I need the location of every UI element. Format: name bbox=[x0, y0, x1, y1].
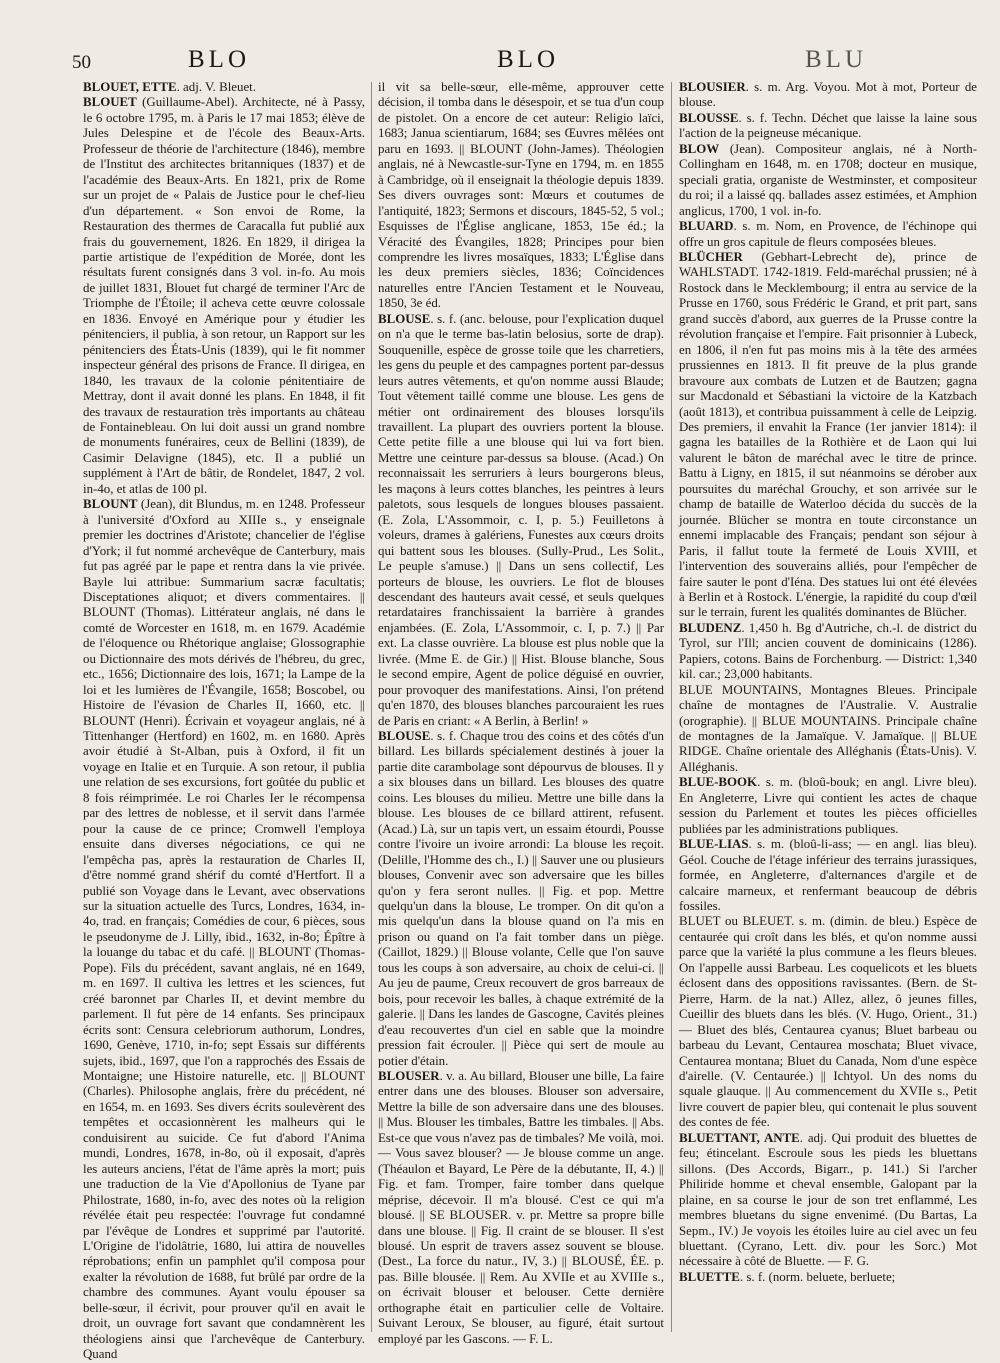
dictionary-entry: BLUE MOUNTAINS, Montagnes Bleues. Principale chaîne de montagnes de l'Australie. V. Australie (orographie). || BLUE MOUNTAINS. Principale chaîne de montagnes de la Jamaïque. V. Jamaïque. || BLUE RIDGE. Chaîne orientale des Alléghanis (États-Unis). V. Alléghanis. bbox=[679, 682, 977, 774]
dictionary-entry: BLOUSSE. s. f. Techn. Déchet que laisse la laine sous l'action de la peigneuse mécanique. bbox=[679, 110, 977, 141]
dictionary-entry: BLUE-LIAS. s. m. (bloû-li-ass; — en angl. lias bleu). Géol. Couche de l'étage inférieur des terrains jurassiques, formée, en Angleterre, d'alternances d'argile et de calcaire marneux, et renfermant beaucoup de débris fossiles. bbox=[679, 837, 977, 914]
column-divider bbox=[371, 82, 372, 1332]
running-headword-left: BLO bbox=[188, 46, 250, 73]
dictionary-entry: BLOUNT (Jean), dit Blundus, m. en 1248. Professeur à l'université d'Oxford au XIIIe s., y enseignale premier les doctrines d'Aristote; chancelier de l'église d'York; il fut nommé archevêque de Canterbury, mais fut pas agréé par le pape et rentra dans la vie privée. Bayle lui attribue: Summarium sacræ facultatis; Disceptationes aliquot; et divers commentaires. || BLOUNT (Thomas). Littérateur anglais, né dans le comté de Worcester en 1618, m. en 1679. Académie de l'éloquence ou Rhétorique anglaise; Glossographie ou Dictionnaire des mots dérivés de l'hébreu, du grec, etc., 1656; Dictionnaire des lois, 1671; la Lampe de la loi et les lumières de l'Évangile, 1658; Boscobel, ou Histoire de l'évasion de Charles II, 1660, etc. || BLOUNT (Henri). Écrivain et voyageur anglais, né à Tittenhanger (Hertford) en 1602, m. en 1680. Après avoir étudié à St-Alban, puis à Oxford, il fit un voyage en Italie et en Turquie. A son retour, il publia une relation de ses excursions, fort goûtée du public et 8 fois réimprimée. Le roi Charles Ier le récompensa par des lettres de noblesse, et il servit dans l'armée pour la cause de ce prince; Cromwell l'employa ensuite dans diverses négociations, ce qui ne l'empêcha pas, après la restauration de Charles II, d'être nommé grand shérif du comté d'Hertfort. Il a publié son Voyage dans le Levant, avec observations sur la situation actuelle des Turcs, Londres, 1634, in-4o, trad. en français; Comédies de cour, 6 pièces, sous le pseudonyme de J. Lilly, ibid., 1632, in-8o; Épître à la louange du tabac et du café. || BLOUNT (Thomas-Pope). Fils du précédent, savant anglais, né en 1649, m. en 1697. Il cultiva les lettres et les sciences, fut créé baronnet par Charles II, et devint membre du parlement. Il fut père de 14 enfants. Ses principaux écrits sont: Censura celebriorum authorum, Londres, 1690, Genève, 1710, in-fo; sept Essais sur différents sujets, ibid., 1697, que l'on a rapprochés des Essais de Montaigne; une Histoire naturelle, etc. || BLOUNT (Charles). Philosophe anglais, frère du précédent, né en 1654, m. en 1693. Ses divers écrits soulevèrent des tempêtes et occasionnèrent les malheurs qui le conduisirent au suicide. Ce fut d'abord l'Anima mundi, Londres, 1678, in-8o, où il exposait, d'après les auteurs anciens, l'état de l'âme après la mort; puis une traduction de la Vie d'Apollonius de Tyane par Philostrate, 1680, in-fo, avec des notes où la religion révélée était peu respectée: l'ouvrage fut condamné par l'évêque de Londres et supprimé par l'autorité. L'Origine de l'idolâtrie, 1680, lui attira de nouvelles réprobations; enfin un pamphlet qu'il composa pour exalter la révolution de 1688, fut brûlé par ordre de la chambre des communes. Ayant voulu épouser sa belle-sœur, il écrivit, pour prouver qu'il en avait le droit, un ouvrage fort savant que condamnèrent les théologiens ainsi que l'archevêque de Canterbury. Quand bbox=[83, 497, 365, 1362]
dictionary-entry: BLUE-BOOK. s. m. (bloû-bouk; en angl. Livre bleu). En Angleterre, Livre qui contient les actes de chaque session du Parlement et toutes les pièces officielles publiées par les administrations publiques. bbox=[679, 775, 977, 836]
dictionary-entry: BLOUET, ETTE. adj. V. Bleuet. bbox=[83, 80, 256, 94]
dictionary-entry: BLOUET (Guillaume-Abel). Architecte, né à Passy, le 6 octobre 1795, m. à Paris le 17 mai 1853; élève de Jules Delespine et de l'école des Beaux-Arts. Professeur de théorie de l'architecture (1846), membre de l'Institut des architectes britanniques (1837) et de l'académie des Beaux-Arts. En 1821, prix de Rome sur un projet de « Palais de Justice pour le chef-lieu d'un département. « Son envoi de Rome, la Restauration des thermes de Caracalla fut publié aux frais du gouvernement, 1826. En 1829, il dirigea la partie artistique de l'expédition de Morée, dont les résultats furent consignés dans 3 vol. in-fo. Au mois de juillet 1831, Blouet fut chargé de terminer l'Arc de Triomphe de l'Étoile; il acheva cette œuvre colossale en 1836. Envoyé en Amérique pour y étudier les pénitenciers, il publia, à son retour, un Rapport sur les pénitenciers des États-Unis (1839), qui le fit nommer inspecteur général des prisons de France. Il dirigea, en 1840, les travaux de la colonie pénitentiaire de Mettray, dont il avait donné les plans. En 1848, il fit des travaux de restauration très importants au château de Fontainebleau. On lui doit aussi un grand nombre de monuments funéraires, ceux de Bellini (1839), de Casimir Delavigne (1845), etc. Il a publié un supplément à l'Art de bâtir, de Rondelet, 1847, 2 vol. in-4o, et atlas de 100 pl. bbox=[83, 95, 365, 496]
dictionary-entry: BLUETTE. s. f. (norm. beluete, berluete; bbox=[679, 1269, 896, 1284]
running-headword-right: BLU bbox=[805, 46, 867, 73]
page-header bbox=[70, 42, 980, 82]
dictionary-entry: BLUARD. s. m. Nom, en Provence, de l'échinope qui offre un gros capitule de fleurs composées bleues. bbox=[679, 219, 977, 249]
dictionary-entry: BLOUSER. v. a. Au billard, Blouser une bille, La faire entrer dans une des blouses. Blouser son adversaire, Mettre la bille de son adversaire dans une des blouses. || Mus. Blouser les timbales, Battre les timbales. || Abs. Est-ce que vous n'avez pas de timbales? Me voilà, moi. — Vous savez blouser? — Je blouse comme un ange. (Théaulon et Bayard, Le Père de la débutante, II, 4.) || Fig. et fam. Tromper, faire tomber dans quelque méprise, décevoir. Il m'a blousé. C'est ce qui m'a blousé. || SE BLOUSER. v. pr. Mettre sa propre bille dans une blouse. || Fig. Il craint de se blouser. Il s'est blousé. Un esprit de travers assez souvent se blouse. (Dest., La force du natur., IV, 3.) || BLOUSÉ, ÉE. p. pas. Bille blousée. || Rem. Au XVIIe et au XVIIIe s., on écrivait blouser et belouser. Cette dernière orthographe était en particulier celle de Voltaire. Suivant Leroux, Se blouser, au figuré, était surtout employé par les Gascons. — F. L. bbox=[378, 1069, 664, 1346]
dictionary-entry: il vit sa belle-sœur, elle-même, approuver cette décision, il tomba dans le désespoir, et se tua d'un coup de pistolet. On a encore de cet auteur: Religio laïci, 1683; Janua scientiarum, 1684; ses Œuvres mêlées ont paru en 1693. || BLOUNT (John-James). Théologien anglais, né à Newcastle-sur-Tyne en 1794, m. en 1855 à Cambridge, où il enseignait la théologie depuis 1839. Ses divers ouvrages sont: Mœurs et coutumes de l'antiquité, 1823; Sermons et discours, 1845-52, 5 vol.; Esquisses de l'Église anglicane, 1853, 15e éd.; la Véracité des Évangiles, 1828; Principes pour bien comprendre les livres mosaïques, 1833; L'Église dans les deux premiers siècles, 1836; Coïncidences naturelles entre l'Ancien Testament et le Nouveau, 1850, 3e éd. bbox=[378, 80, 664, 311]
dictionary-entry: BLUDENZ. 1,450 h. Bg d'Autriche, ch.-l. de district du Tyrol, sur l'Ill; ancien couvent de dominicains (1286). Papiers, cotons. Bains de Forchenburg. — District: 1,340 kil. car.; 23,000 habitants. bbox=[679, 620, 977, 682]
text-column-3 bbox=[679, 80, 977, 1342]
dictionary-entry: BLOUSIER. s. m. Arg. Voyou. Mot à mot, Porteur de blouse. bbox=[679, 80, 977, 110]
text-column-1 bbox=[83, 80, 365, 1362]
dictionary-entry: BLOW (Jean). Compositeur anglais, né à North-Collingham en 1648, m. en 1708; docteur en musique, speciali gratia, organiste de Westminster, et compositeur du roi; il a laissé qq. ballades assez estimées, et Amphion anglicus, 1700, 1 vol. in-fo. bbox=[679, 141, 977, 218]
dictionary-entry: BLÜCHER (Gebhart-Lebrecht de), prince de WAHLSTADT. 1742-1819. Feld-maréchal prussien; né à Rostock dans le Mecklembourg; il entra au service de la Prusse en 1760, sous Frédéric le Grand, et prit part, sans grand succès d'abord, aux guerres de la Prusse contre la révolution française et l'empire. Fait prisonnier à Lubeck, en 1806, il n'en fut pas moins mis à la tête des armées prussiennes en 1813. Il fit preuve de la plus grande bravoure aux combats de Lutzen et de Bautzen; gagna sur Macdonald et Sébastiani la victoire de la Katzbach (août 1813), et contribua puissamment à celle de Leipzig. Des premiers, il envahit la France (1er janvier 1814): il gagna les batailles de la Rothière et de Laon qui lui valurent le bâton de maréchal avec le titre de prince. Battu à Ligny, en 1815, il sut néanmoins se dérober aux poursuites du maréchal Grouchy, et son arrivée sur le champ de bataille de Waterloo décida du succès de la journée. Blücher se montra en toute circonstance un ennemi implacable des Français; pendant son séjour à Paris, il fallut toute la fermeté de Louis XVIII, et l'intervention des souverains alliés, pour l'empêcher de faire sauter le pont d'Iéna. Des statues lui ont été élevées à Berlin et à Rostock. L'énergie, la rapidité du coup d'œil sur le terrain, furent les qualités dominantes de Blücher. bbox=[679, 249, 977, 620]
running-headword-center: BLO bbox=[497, 46, 559, 73]
page-number: 50 bbox=[72, 52, 91, 73]
dictionary-entry: BLOUSE. s. f. Chaque trou des coins et des côtés d'un billard. Les billards spécialement destinés à jouer la partie dite carambolage sont dépourvus de blouses. Il y a six blouses dans un billard. Les blouses des quatre coins. Les blouses du milieu. Mettre une bille dans la blouse. Les blouses de ce billard attirent, refusent. (Acad.) Là, sur un tapis vert, un essaim étourdi, Pousse contre l'ivoire un ivoire arrondi: La blouse les reçoit. (Delille, l'Homme des ch., I.) || Sauver une ou plusieurs blouses, Convenir avec son adversaire que les billes qu'on y fera seront nulles. || Fig. et pop. Mettre quelqu'un dans la blouse, Le tromper. On dit qu'on a mis quelqu'un dans la blouse quand on l'a mis en prison ou quand on l'a fait tomber dans un piège. (Caillot, 1829.) || Blouse volante, Celle que l'on sauve tous les coups à son adversaire, au choix de celui-ci. || Au jeu de paume, Creux recouvert de gros barreaux de bois, pour recevoir les balles, à chaque extrémité de la galerie. || Dans les landes de Gascogne, Cavités pleines d'eau recouvertes d'un ciel en sable que la moindre pression fait écrouler. || Pièce qui sert de moule au potier d'étain. bbox=[378, 729, 664, 1068]
column-divider bbox=[671, 82, 672, 1332]
dictionary-entry: BLUETTANT, ANTE. adj. Qui produit des bluettes de feu; étincelant. Escroule sous les pieds les bluettans sillons. (Des Accords, Bigarr., p. 141.) Si l'archer Philiride homme et cheval ensemble, Galopant par la plaine, en sa course le jour de son tret enflammé, Les membres bluetans du signe envenimé. (Du Bartas, La Sepm., IV.) Je voyois les étoiles luire au ciel avec un feu bluettant. (Cyrano, Lett. div. pour les Sorc.) Mot nécessaire à côté de Bluette. — F. G. bbox=[679, 1130, 977, 1269]
dictionary-entry: BLUET ou BLEUET. s. m. (dimin. de bleu.) Espèce de centaurée qui croît dans les blés, et qu'on nomme aussi parce que la variété la plus commune a les fleurs bleues. On l'appelle aussi Barbeau. Les coquelicots et les bluets éclosent dans des oppositions ravissantes. (Bern. de St-Pierre, Harm. de la nat.) Allez, allez, ô jeunes filles, Cueillir des bluets dans les blés. (V. Hugo, Orient., 31.) — Bluet des blés, Centaurea cyanus; Bluet barbeau ou barbeau du Levant, Centaurea moschata; Bluet vivace, Centaurea montana; Bluet du Canada, Nom d'une espèce d'airelle. (V. Centaurée.) || Ichtyol. Un des noms du squale glauque. || Au commencement du XVIIe s., Petit livre couvert de papier bleu, qui contenait le plus souvent des contes de fée. bbox=[679, 914, 977, 1130]
dictionary-entry: BLOUSE. s. f. (anc. belouse, pour l'explication duquel on n'a que le terme bas-latin belosius, sorte de drap). Souquenille, espèce de grosse toile que les charretiers, les gens du peuple et des campagnes portent par-dessus leurs autres vêtements, et qu'on nomme aussi Blaude; Tout vêtement taillé comme une blouse. Les gens de métier ont ordinairement des blouses lorsqu'ils travaillent. La plupart des ouvriers portent la blouse. Cette petite fille a une blouse qui lui va fort bien. Mettre une ceinture par-dessus sa blouse. (Acad.) On reconnaissait les serruriers à leurs bourgerons bleus, les maçons à leurs cottes blanches, les peintres à leurs paletots, sous lesquels de longues blouses passaient. (E. Zola, L'Assommoir, c. I, p. 5.) Feuilletons à voleurs, drames à galériens, Funestes aux cœurs droits qui battent sous les blouses. (Sully-Prud., Les Solit., Le peuple s'amuse.) || Dans un sens collectif, Les porteurs de blouse, les ouvriers. Le flot de blouses descendant des hauteurs avait cessé, et seuls quelques retardataires franchissaient la barrière à grandes enjambées. (E. Zola, L'Assommoir, c. I, p. 7.) || Par ext. La classe ouvrière. La blouse est plus noble que la livrée. (Mme E. de Gir.) || Hist. Blouse blanche, Sous le second empire, Agent de police déguisé en ouvrier, pour provoquer des manifestations. Ainsi, l'on prétend qu'en 1870, des blouses blanches parcouraient les rues de Paris en criant: « A Berlin, à Berlin! » bbox=[378, 311, 664, 728]
text-column-2 bbox=[378, 80, 664, 1346]
